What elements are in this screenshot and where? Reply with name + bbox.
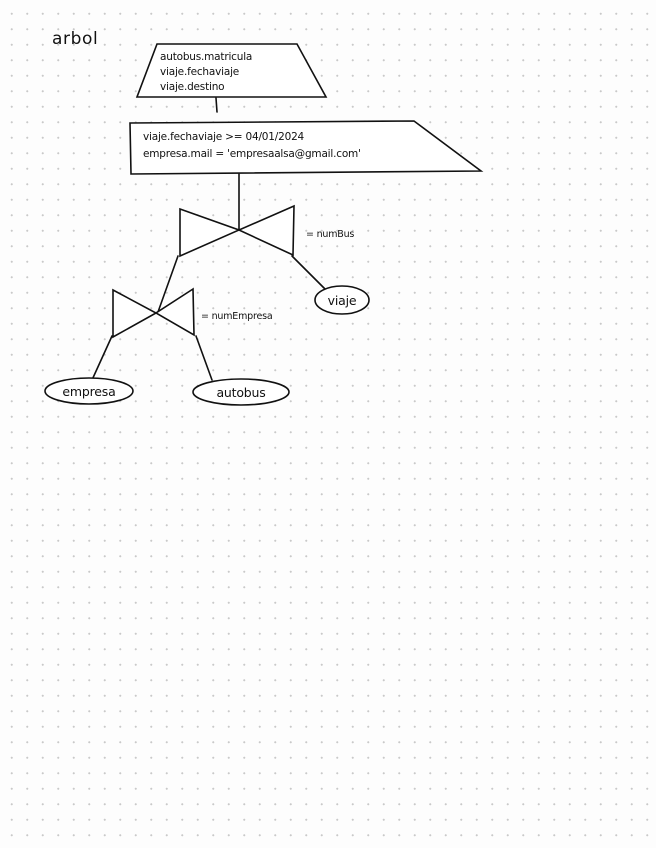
join-bowtie-right [239,206,294,255]
edge-join-autobus [196,336,212,380]
join-bowtie-left [180,209,239,256]
relation-label: viaje [327,293,357,308]
join-condition-label: = numBus [306,229,355,240]
relation-viaje [315,286,369,314]
projection-line: autobus.matricula [160,51,253,63]
join-condition-label: = numEmpresa [201,311,273,322]
join-node-upper [180,206,354,256]
join-node-lower [113,289,272,337]
edge-projection-selection [216,98,217,112]
edge-join-empresa [92,336,112,380]
projection-line: viaje.fechaviaje [160,66,240,78]
page-title: arbol [52,29,99,49]
join-bowtie-left [113,290,156,337]
edge-join-viaje [292,256,326,290]
relation-autobus [193,379,289,405]
relation-label: autobus [216,385,266,400]
relation-empresa [45,378,133,404]
selection-line: empresa.mail = 'empresaalsa@gmail.com' [143,148,361,160]
projection-line: viaje.destino [160,81,225,93]
selection-line: viaje.fechaviaje >= 04/01/2024 [143,131,305,143]
projection-node [137,44,326,97]
selection-node [130,121,481,174]
relation-label: empresa [62,384,116,399]
join-bowtie-right [156,289,194,335]
